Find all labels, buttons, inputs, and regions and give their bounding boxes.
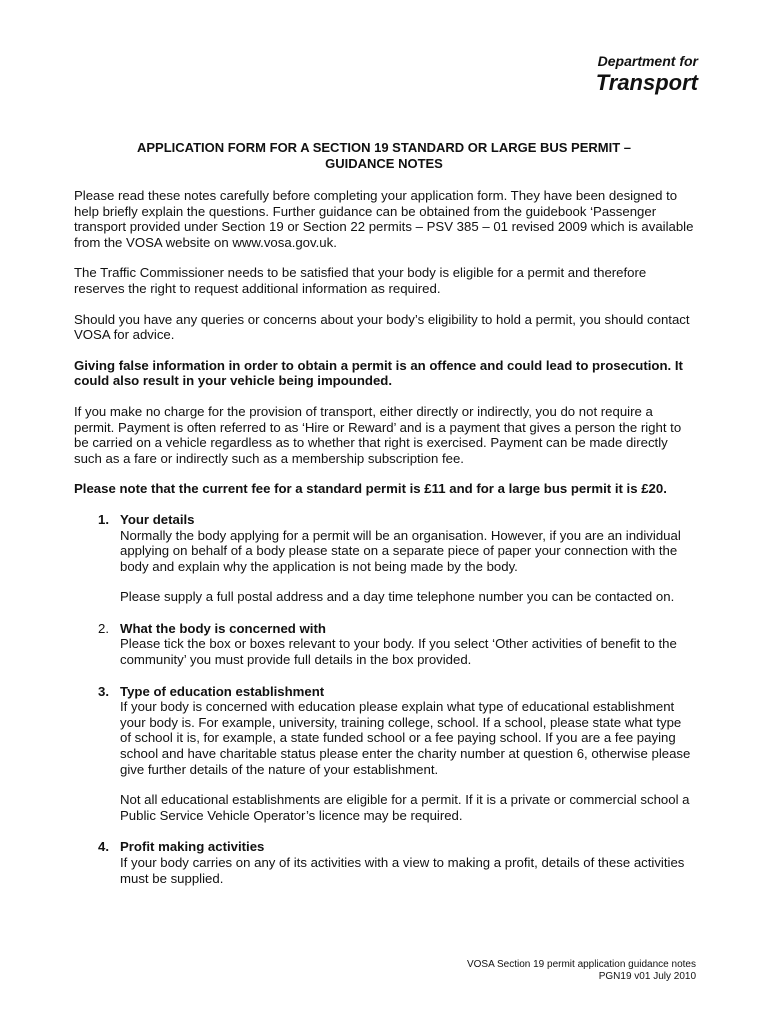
section-body-concerned-with <box>74 621 694 668</box>
footer-line-2: PGN19 v01 July 2010 <box>598 971 696 982</box>
false-information-warning: Giving false information in order to obtain a permit is an offence and could lead to prosecution. It could also result in your vehicle being impounded. <box>74 357 683 389</box>
section-extra: Not all educational establishments are eligible for a permit. If it is a private or commercial school a Public Service Vehicle Operator’s licence may be required. <box>120 792 690 823</box>
page-footer <box>467 959 696 983</box>
section-heading: Profit making activities <box>120 839 265 855</box>
section-number: 2. <box>98 620 109 636</box>
document-body <box>74 140 694 902</box>
fee-note: Please note that the current fee for a standard permit is £11 and for a large bus permit it is £20. <box>74 481 667 497</box>
department-name-text: Transport <box>595 70 698 95</box>
section-number: 4. <box>98 839 109 855</box>
document-title <box>74 140 694 172</box>
section-body: Please tick the box or boxes relevant to your body. If you select ‘Other activities of benefit to the community’ you must provide full details in the box provided. <box>120 636 677 668</box>
section-body: If your body is concerned with education please explain what type of educational establishment your body is. For example, university, training college, school. If a school, please state what type of school it is, for example, a state funded school or a fee paying school. If you are a fee paying school and have charitable status please enter the charity number at question 6, otherwise please give further details of the nature of your establishment. <box>120 699 691 777</box>
intro-paragraph-2: The Traffic Commissioner needs to be satisfied that your body is eligible for a permit and therefore reserves the right to request additional information as required. <box>74 265 647 296</box>
section-heading: What the body is concerned with <box>120 620 326 636</box>
document-title-line1: APPLICATION FORM FOR A SECTION 19 STANDARD OR LARGE BUS PERMIT – <box>136 140 632 155</box>
footer-line-1: VOSA Section 19 permit application guidance notes <box>466 959 696 970</box>
section-body: If your body carries on any of its activities with a view to making a profit, details of these activities must be supplied. <box>120 855 685 886</box>
section-body: Normally the body applying for a permit will be an organisation. However, if you are an individual applying on behalf of a body please state on a separate piece of paper your connection with the body and explain why the application is not being made by the body. <box>120 527 681 574</box>
section-education-establishment <box>74 684 694 824</box>
section-profit-making <box>74 839 694 886</box>
section-heading: Your details <box>120 511 195 527</box>
section-your-details <box>74 512 694 605</box>
section-number: 1. <box>98 511 109 527</box>
intro-paragraph-4: If you make no charge for the provision of transport, either directly or indirectly, you do not require a permit. Payment is often referred to as ‘Hire or Reward’ and is a payment that gives a person the right to be carried on a vehicle regardless as to whether that right is exercised. Payment can be made directly such as a fare or indirectly such as a membership subscription fee. <box>74 403 682 466</box>
department-logo <box>596 52 698 96</box>
section-extra: Please supply a full postal address and a day time telephone number you can be contacted on. <box>120 589 675 605</box>
section-heading: Type of education establishment <box>120 683 325 699</box>
intro-paragraph-1: Please read these notes carefully before completing your application form. They have been designed to help briefly explain the questions. Further guidance can be obtained from the guidebook ‘Passenger transport provided under Section 19 or Section 22 permits – PSV 385 – 01 revised 2009 which is available from the VOSA website on www.vosa.gov.uk. <box>74 188 694 250</box>
section-number: 3. <box>98 683 109 699</box>
document-title-line2: GUIDANCE NOTES <box>325 156 443 171</box>
intro-paragraph-3: Should you have any queries or concerns about your body’s eligibility to hold a permit, you should contact VOSA for advice. <box>74 311 690 343</box>
department-for-text: Department for <box>597 53 698 69</box>
